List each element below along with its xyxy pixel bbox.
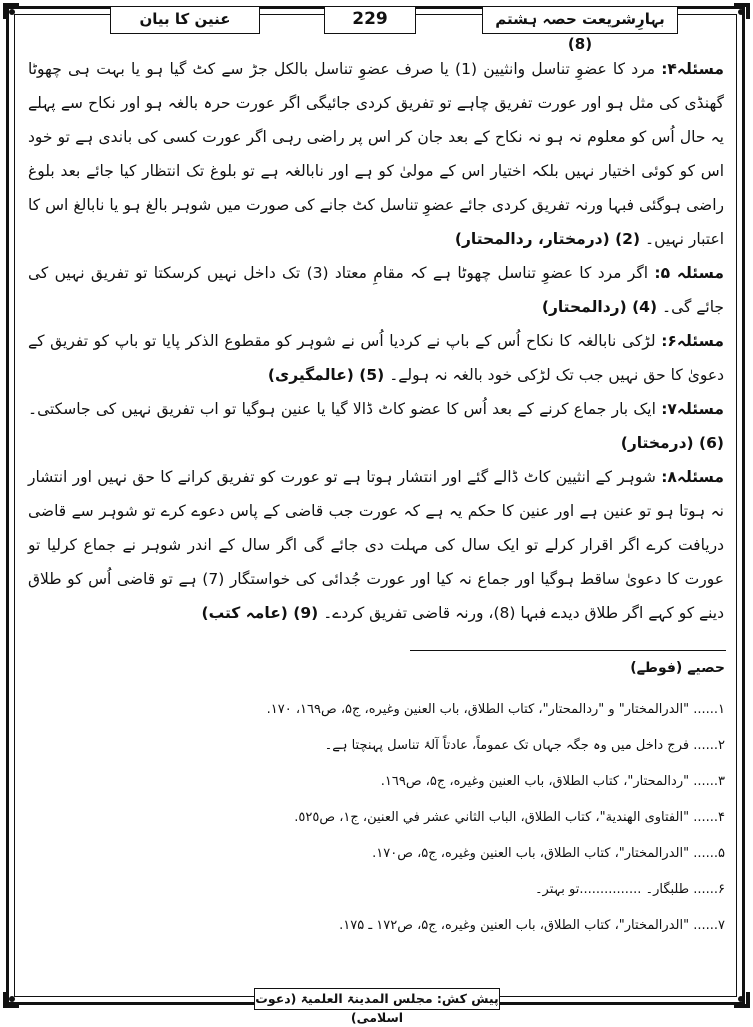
footnote-text: فرج داخل میں وہ جگہ جہاں تک عموماً، عادتاً آلۂ تناسل پہنچتا ہے۔ xyxy=(324,738,690,753)
footnote-number: ۶ xyxy=(718,882,725,897)
main-text xyxy=(28,52,724,630)
masala-text: لڑکی نابالغہ کا نکاح اُس کے باپ نے کردیا اُس نے شوہر کو مقطوع الذکر پایا تو باپ کو تفریق کے دعویٰ کا حق نہیں جب تک لڑکی خود بالغہ نہ ہولے۔ xyxy=(28,332,724,384)
publisher-footer: پیش کش: مجلس المدینۃ العلمیۃ (دعوت اسلامی) xyxy=(254,988,500,1010)
masala-label: مسئلہ ۵: xyxy=(654,264,724,282)
footnote-number: ۳ xyxy=(718,774,725,789)
masala-reference: (9) (عامہ کتب) xyxy=(201,604,319,622)
masala-7 xyxy=(28,392,724,460)
masala-reference: (6) (درمختار) xyxy=(620,434,724,452)
footnote-item: ۳...... "ردالمحتار"، كتاب الطلاق، باب العنين وغيره، ج۵، ص۱٦٩. xyxy=(380,774,725,789)
masala-text: اگر مرد کا عضوِ تناسل چھوٹا ہے کہ مقامِ معتاد (3) تک داخل نہیں کرسکتا تو تفریق نہیں کی جائے گی۔ xyxy=(28,264,724,316)
footnote-number: ۷ xyxy=(718,918,725,933)
masala-text: مرد کا عضوِ تناسل وانثیین (1) یا صرف عضوِ تناسل بالکل جڑ سے کٹ گیا ہو یا بہت ہی چھوٹا گھنڈی کی مثل ہو اور عورت تفریق چاہے تو تفریق کردی جائیگی اگر عورت حرہ بالغہ ہو اور نکاح سے پہلے یہ حال اُس کو معلوم نہ ہو نہ نکاح کے بعد جان کر اس پر راضی رہی اگر عورت کسی کی باندی ہے تو خود اس کو کوئی اختیار نہیں بلکہ اختیار اس کے مولیٰ کو ہے اور نابالغہ ہے تو بلوغ تک انتظار کیا جائے بعد بلوغ راضی ہوگئی فبہا ورنہ تفریق کردی جائے عضوِ تناسل کٹ جانے کی صورت میں شوہر بالغ ہو یا نابالغ اس کا اعتبار نہیں۔ xyxy=(28,60,724,248)
masala-label: مسئلہ۶: xyxy=(661,332,724,350)
masala-label: مسئلہ۷: xyxy=(661,400,724,418)
footnote-text: طلبگار۔ ...............تو بہتر۔ xyxy=(534,882,690,897)
corner-ornament-icon xyxy=(733,2,751,20)
footnote-item: ۶...... طلبگار۔ ...............تو بہتر۔ xyxy=(534,882,725,897)
masala-label: مسئلہ۸: xyxy=(661,468,724,486)
footnote-item: ۴...... "الفتاوى الهندية"، كتاب الطلاق، الباب الثاني عشر في العنين، ج۱، ص٥٢٥. xyxy=(294,810,725,825)
page-number: 229 xyxy=(324,6,416,34)
corner-ornament-icon xyxy=(2,991,20,1009)
footnotes-list xyxy=(35,692,725,944)
masala-reference: (4) (ردالمحتار) xyxy=(541,298,658,316)
masala-label: مسئلہ۴: xyxy=(661,60,724,78)
footnote-number: ۵ xyxy=(718,846,725,861)
footnote-text: "ردالمحتار"، كتاب الطلاق، باب العنين وغيره، ج۵، ص۱٦٩. xyxy=(380,774,690,789)
book-title: بہارِشریعت حصہ ہشتم (8) xyxy=(482,6,678,34)
footnote-item: ۷...... "الدرالمختار"، كتاب الطلاق، باب العنين وغيره، ج۵، ص۱۷۲ ـ ۱۷۵. xyxy=(339,918,725,933)
footnote-number: ۱ xyxy=(718,702,725,717)
masala-6 xyxy=(28,324,724,392)
footnote-text: "الدرالمختار"، كتاب الطلاق، باب العنين وغيره، ج۵، ص۱۷۲ ـ ۱۷۵. xyxy=(339,918,690,933)
corner-ornament-icon xyxy=(733,991,751,1009)
footnote-text: "الدرالمختار"، كتاب الطلاق، باب العنين وغيره، ج۵، ص۱۷۰. xyxy=(372,846,690,861)
footnote-item: ۱...... "الدرالمختار" و "ردالمحتار"، كتاب الطلاق، باب العنين وغيره، ج۵، ص۱٦٩، ۱۷۰. xyxy=(266,702,725,717)
masala-4 xyxy=(28,52,724,256)
masala-text: شوہر کے انثیین کاٹ ڈالے گئے اور انتشار ہوتا ہے تو عورت کو تفریق کرانے کا حق نہیں اور انتشار نہ ہوتا ہو تو عنین ہے اور عنین کا حکم یہ ہے کہ عورت جب قاضی کے پاس دعوے کرے تو شوہر سے قاضی دریافت کرے اگر اقرار کرلے تو ایک سال کی مہلت دی جائے گی اگر سال کے اندر شوہر نے جماع کرلیا تو عورت کا دعویٰ ساقط ہوگیا اور جماع نہ کیا اور عورت جُدائی کی خواستگار (7) ہے تو قاضی اُس کو طلاق دینے کو کہے اگر طلاق دیدے فبہا (8)، ورنہ قاضی تفریق کردے۔ xyxy=(28,468,724,622)
chapter-title: عنین کا بیان xyxy=(110,6,260,34)
corner-ornament-icon xyxy=(2,2,20,20)
masala-8 xyxy=(28,460,724,630)
footnote-text: "الفتاوى الهندية"، كتاب الطلاق، الباب الثاني عشر في العنين، ج۱، ص٥٢٥. xyxy=(294,810,690,825)
footnote-item: ۵...... "الدرالمختار"، كتاب الطلاق، باب العنين وغيره، ج۵، ص۱۷۰. xyxy=(372,846,725,861)
footnote-item: ۲...... فرج داخل میں وہ جگہ جہاں تک عموماً، عادتاً آلۂ تناسل پہنچتا ہے۔ xyxy=(324,738,725,753)
footnote-number: ۲ xyxy=(718,738,725,753)
footnote-number: ۴ xyxy=(718,810,725,825)
masala-reference: (2) (درمختار، ردالمحتار) xyxy=(454,230,641,248)
masala-text: ایک بار جماع کرنے کے بعد اُس کا عضو کاٹ ڈالا گیا یا عنین ہوگیا تو اب تفریق نہیں کی جاسکتی۔ xyxy=(28,400,656,418)
footnote-divider xyxy=(410,650,726,651)
masala-reference: (5) (عالمگیری) xyxy=(267,366,385,384)
footnotes-heading: حصیے (فوطے) xyxy=(630,660,725,676)
masala-5 xyxy=(28,256,724,324)
footnote-text: "الدرالمختار" و "ردالمحتار"، كتاب الطلاق، باب العنين وغيره، ج۵، ص۱٦٩، ۱۷۰. xyxy=(266,702,690,717)
